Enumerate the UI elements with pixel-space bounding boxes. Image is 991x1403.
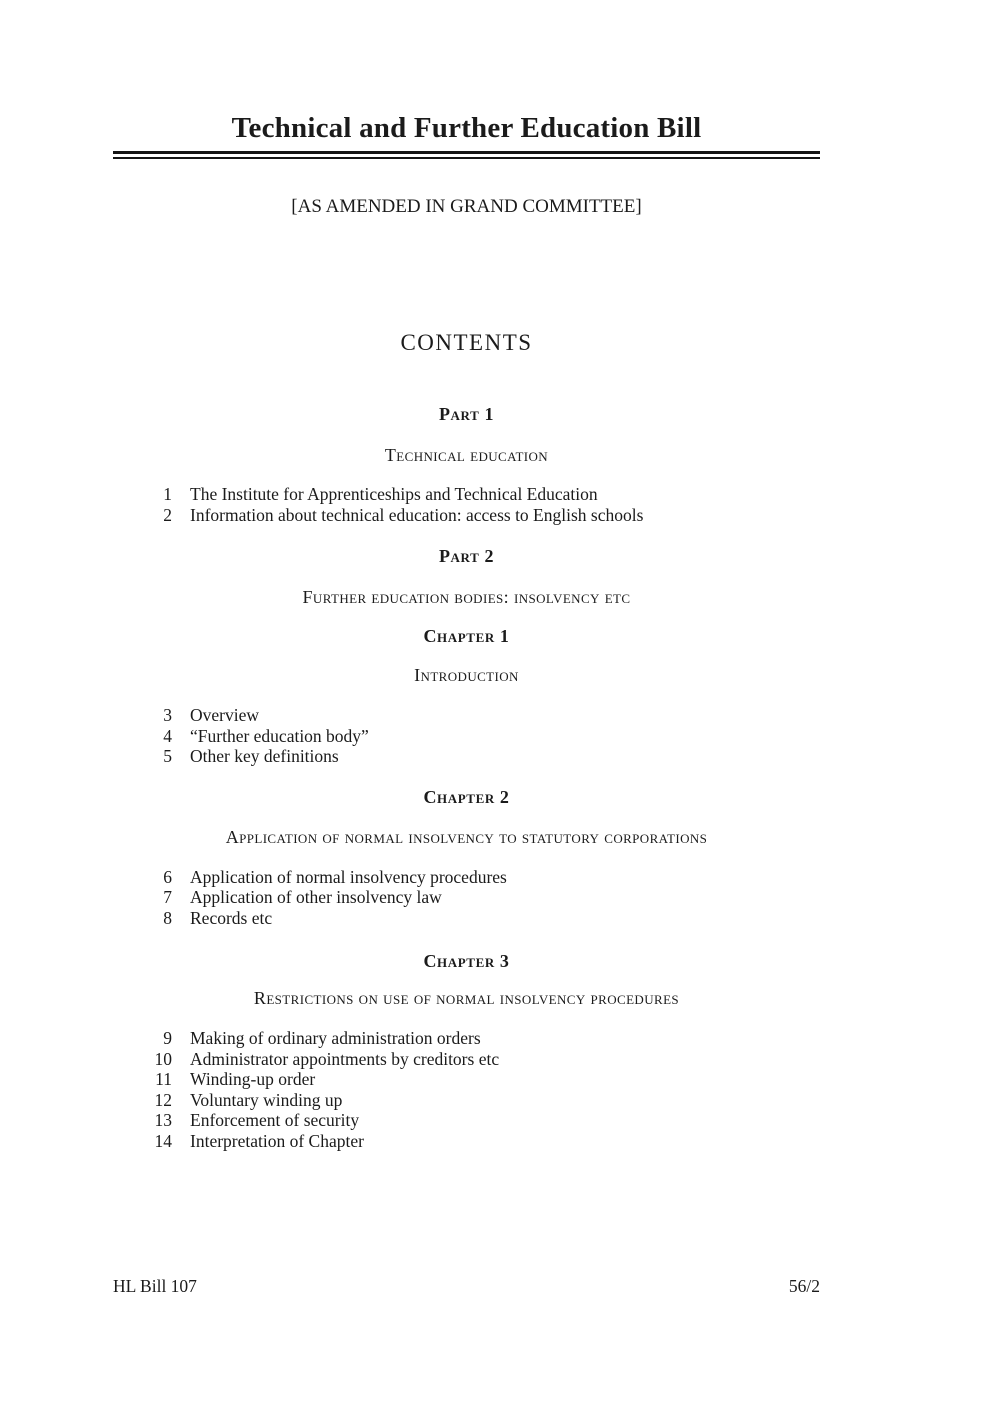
clause-number: 11	[155, 1069, 172, 1089]
clause-title: Application of normal insolvency procedures	[190, 866, 507, 887]
part-2-name: Further education bodies: insolvency etc	[302, 587, 631, 607]
clause-title: Enforcement of security	[190, 1110, 360, 1130]
toc-row-clause-7	[113, 887, 820, 908]
clause-title: The Institute for Apprenticeships and Technical Education	[190, 484, 598, 504]
clause-number: 5	[163, 746, 172, 766]
contents-heading: CONTENTS	[400, 330, 533, 355]
clause-number: 13	[154, 1110, 172, 1130]
toc-row-clause-4	[113, 726, 820, 747]
clause-title: Other key definitions	[190, 746, 339, 766]
toc-row-clause-6	[113, 867, 820, 888]
toc-row-clause-13	[113, 1110, 820, 1131]
clause-title: Records etc	[190, 907, 273, 928]
clause-title: Making of ordinary administration orders	[190, 1028, 481, 1048]
toc-row-clause-12	[113, 1090, 820, 1111]
bill-number: HL Bill 107	[113, 1276, 197, 1296]
clause-number: 12	[154, 1089, 172, 1110]
page-footer	[113, 1276, 820, 1297]
clause-number: 3	[163, 705, 172, 725]
clause-title: Application of other insolvency law	[190, 887, 442, 907]
part-1-label: Part 1	[438, 404, 495, 424]
clause-number: 9	[163, 1028, 172, 1048]
clause-title: Overview	[190, 705, 260, 725]
clause-number: 2	[163, 504, 172, 525]
toc-row-clause-14	[113, 1131, 820, 1152]
part-1-clause-list	[113, 484, 820, 525]
toc-row-clause-3	[113, 705, 820, 726]
clause-number: 4	[163, 725, 172, 746]
title-rule	[113, 151, 820, 159]
clause-title: Winding-up order	[190, 1069, 316, 1089]
chapter-3-clause-list	[113, 1028, 820, 1151]
clause-title: Interpretation of Chapter	[190, 1130, 364, 1151]
toc-row-clause-9	[113, 1028, 820, 1049]
part-2-label: Part 2	[438, 546, 495, 566]
clause-number: 1	[163, 484, 172, 504]
toc-row-clause-11	[113, 1069, 820, 1090]
chapter-2-clause-list	[113, 867, 820, 929]
toc-row-clause-8	[113, 908, 820, 929]
session-number: 56/2	[788, 1276, 820, 1296]
toc-row-clause-10	[113, 1049, 820, 1070]
clause-title: Information about technical education: access to English schools	[190, 504, 644, 525]
amendment-note: [AS AMENDED IN GRAND COMMITTEE]	[291, 196, 642, 217]
clause-title: Administrator appointments by creditors etc	[190, 1048, 500, 1069]
toc-row-clause-1	[113, 484, 820, 505]
chapter-3-label: Chapter 3	[423, 951, 510, 971]
clause-title: Voluntary winding up	[190, 1089, 343, 1110]
clause-number: 14	[154, 1130, 172, 1151]
toc-row-clause-2	[113, 505, 820, 526]
chapter-1-name: Introduction	[414, 665, 519, 685]
clause-number: 7	[163, 887, 172, 907]
clause-number: 8	[163, 907, 172, 928]
clause-number: 10	[154, 1048, 172, 1069]
toc-row-clause-5	[113, 746, 820, 767]
chapter-2-name: Application of normal insolvency to statutory corporations	[225, 826, 708, 847]
chapter-3-name: Restrictions on use of normal insolvency procedures	[253, 988, 680, 1008]
chapter-1-clause-list	[113, 705, 820, 767]
chapter-2-label: Chapter 2	[423, 786, 510, 807]
chapter-1-label: Chapter 1	[423, 626, 510, 646]
part-1-name: Technical education	[384, 445, 549, 465]
clause-title: “Further education body”	[190, 725, 369, 746]
clause-number: 6	[163, 866, 172, 887]
bill-title: Technical and Further Education Bill	[231, 112, 702, 144]
